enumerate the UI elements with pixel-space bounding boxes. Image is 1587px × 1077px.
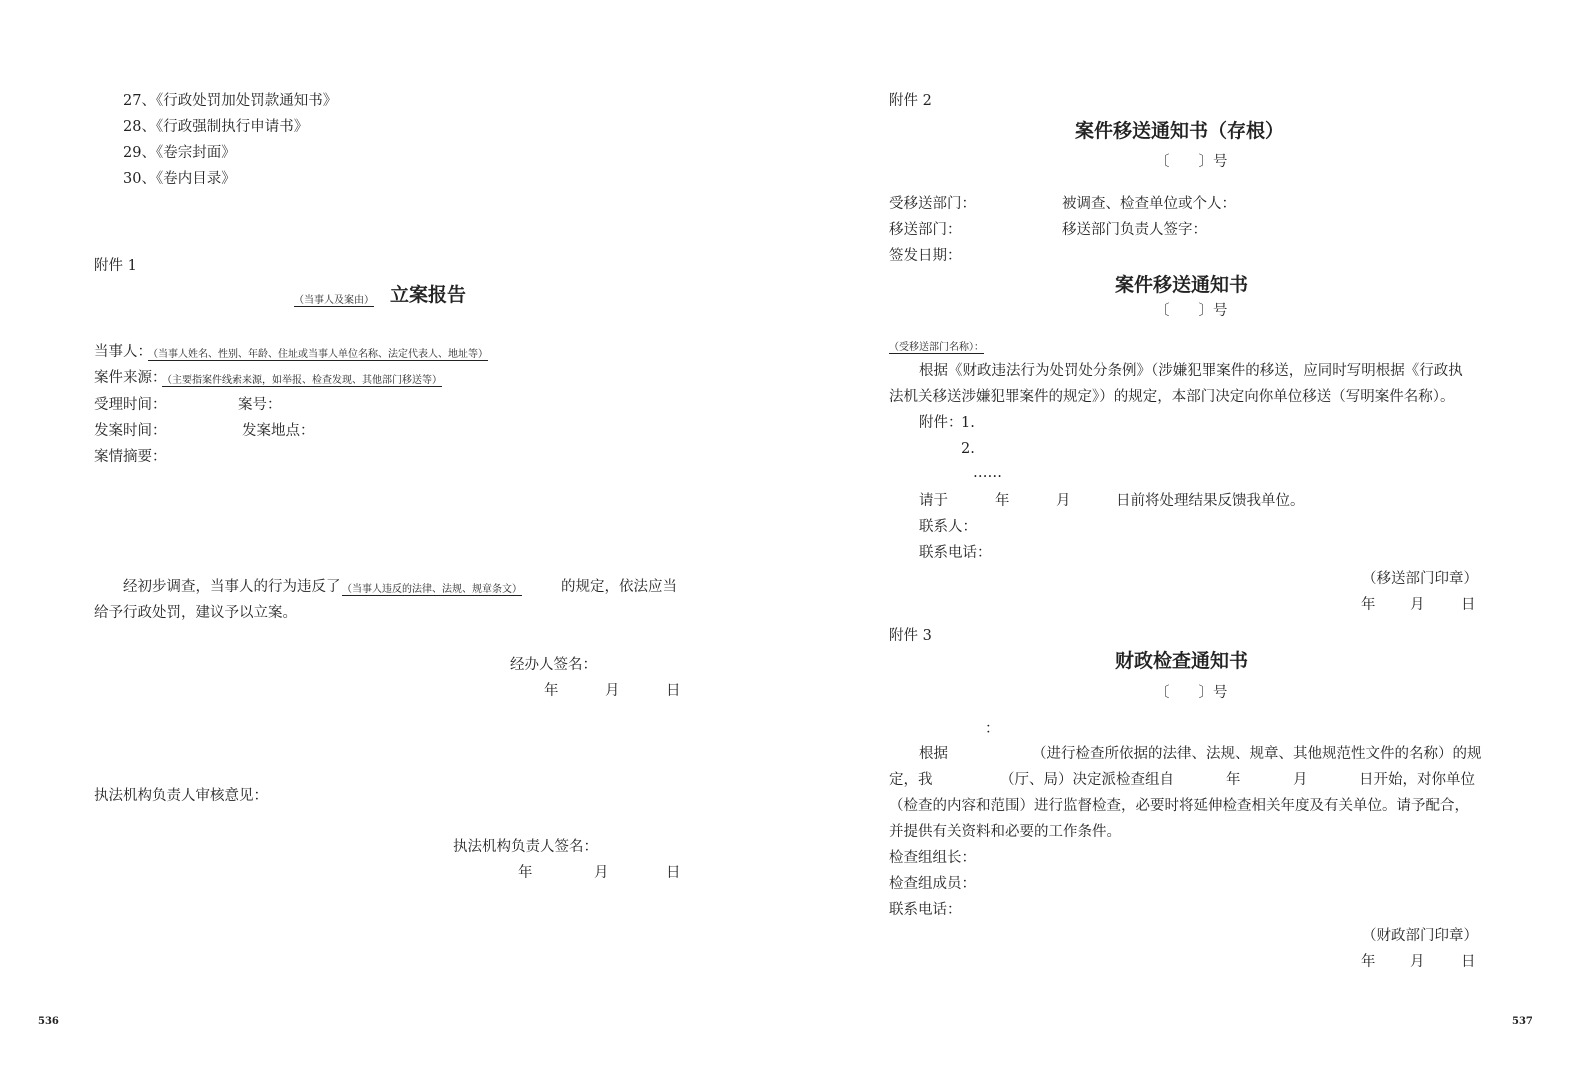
please-text: 请于 [919, 493, 948, 509]
head-sign-label: 执法机构负责人签名： [453, 839, 598, 855]
members-label: 检查组成员： [889, 876, 976, 892]
year-label: 年 [995, 493, 1010, 509]
recv-dept-hint: （受移送部门名称）： [889, 342, 984, 353]
attach-label: 附件： [919, 415, 963, 431]
body-text: 的规定，依法应当 [561, 579, 677, 595]
page-title: 立案报告 [390, 284, 467, 306]
month-label: 月 [605, 683, 620, 699]
sign-date-label: 签发日期： [889, 248, 962, 264]
review-label: 执法机构负责人审核意见： [94, 788, 268, 804]
page-number-left: 536 [38, 1016, 59, 1027]
tel-label: 联系电话： [889, 902, 962, 918]
send-dept-label: 移送部门： [889, 222, 962, 238]
accept-time-label: 受理时间： [94, 397, 167, 413]
check-paragraph: 定，我 [889, 772, 933, 788]
addressee-colon: ： [985, 721, 1000, 737]
party-label: 当事人： [94, 344, 152, 360]
send-head-sign-label: 移送部门负责人签字： [1062, 222, 1207, 238]
body-text: 给予行政处罚，建议予以立案。 [94, 605, 297, 621]
occur-place-label: 发案地点： [242, 423, 315, 439]
doc-number: 〔 〕号 [1155, 303, 1228, 319]
check-paragraph: （进行检查所依据的法律、法规、规章、其他规范性文件的名称）的规 [1032, 746, 1482, 762]
list-item: 28、《行政强制执行申请书》 [123, 119, 309, 135]
seal-label: （财政部门印章） [1362, 928, 1478, 944]
stub-title: 案件移送通知书（存根） [1075, 120, 1285, 142]
feedback-text: 日前将处理结果反馈我单位。 [1116, 493, 1305, 509]
check-paragraph: 日开始，对你单位 [1359, 772, 1475, 788]
year-label: 年 [1361, 954, 1376, 970]
contact-label: 联系人： [919, 519, 977, 535]
year-label: 年 [518, 865, 533, 881]
check-paragraph: 并提供有关资料和必要的工作条件。 [889, 824, 1121, 840]
contact-tel-label: 联系电话： [919, 545, 992, 561]
notice-paragraph: 法机关移送涉嫌犯罪案件的规定》）的规定，本部门决定向你单位移送（写明案件名称）。 [889, 389, 1455, 405]
source-hint: （主要指案件线索来源，如举报、检查发现、其他部门移送等） [162, 375, 442, 386]
month-label: 月 [594, 865, 609, 881]
doc-number: 〔 〕号 [1155, 154, 1228, 170]
handler-sign-label: 经办人签名： [510, 657, 597, 673]
month-label: 月 [1410, 597, 1425, 613]
year-label: 年 [1361, 597, 1376, 613]
party-hint: （当事人姓名、性别、年龄、住址或当事人单位名称、法定代表人、地址等） [148, 349, 488, 360]
notice-paragraph: 根据《财政违法行为处罚处分条例》（涉嫌犯罪案件的移送，应同时写明根据《行政执 [919, 363, 1463, 379]
annex-label: 附件 1 [94, 258, 137, 274]
notice-title: 案件移送通知书 [1115, 274, 1249, 296]
occur-time-label: 发案时间： [94, 423, 167, 439]
year-label: 年 [544, 683, 559, 699]
day-label: 日 [666, 683, 681, 699]
list-item: 27、《行政处罚加处罚款通知书》 [123, 93, 338, 109]
day-label: 日 [1461, 597, 1476, 613]
seal-label: （移送部门印章） [1362, 571, 1478, 587]
investigated-label: 被调查、检查单位或个人： [1062, 196, 1236, 212]
check-paragraph: 根据 [919, 746, 948, 762]
case-no-label: 案号： [238, 397, 282, 413]
attach-item: 1. [961, 415, 975, 431]
annex-label: 附件 2 [889, 93, 932, 109]
source-label: 案件来源： [94, 370, 167, 386]
annex-label: 附件 3 [889, 628, 932, 644]
page-number-right: 537 [1512, 1016, 1533, 1027]
body-text: 经初步调查，当事人的行为违反了 [123, 579, 341, 595]
day-label: 日 [666, 865, 681, 881]
doc-number: 〔 〕号 [1155, 685, 1228, 701]
summary-label: 案情摘要： [94, 449, 167, 465]
month-label: 月 [1410, 954, 1425, 970]
month-label: 月 [1056, 493, 1071, 509]
violation-hint: （当事人违反的法律、法规、规章条文） [342, 584, 522, 595]
recv-dept-label: 受移送部门： [889, 196, 976, 212]
day-label: 日 [1461, 954, 1476, 970]
leader-label: 检查组组长： [889, 850, 976, 866]
attach-item: 2. [961, 441, 975, 457]
check-title: 财政检查通知书 [1115, 650, 1249, 672]
title-prefix-hint: （当事人及案由） [294, 295, 374, 306]
year-label: 年 [1226, 772, 1241, 788]
list-item: 29、《卷宗封面》 [123, 145, 236, 161]
attach-ellipsis: …… [973, 465, 1002, 481]
check-paragraph: （检查的内容和范围）进行监督检查，必要时将延伸检查相关年度及有关单位。请予配合， [889, 798, 1469, 814]
month-label: 月 [1293, 772, 1308, 788]
list-item: 30、《卷内目录》 [123, 171, 236, 187]
check-paragraph: （厅、局）决定派检查组自 [1000, 772, 1174, 788]
